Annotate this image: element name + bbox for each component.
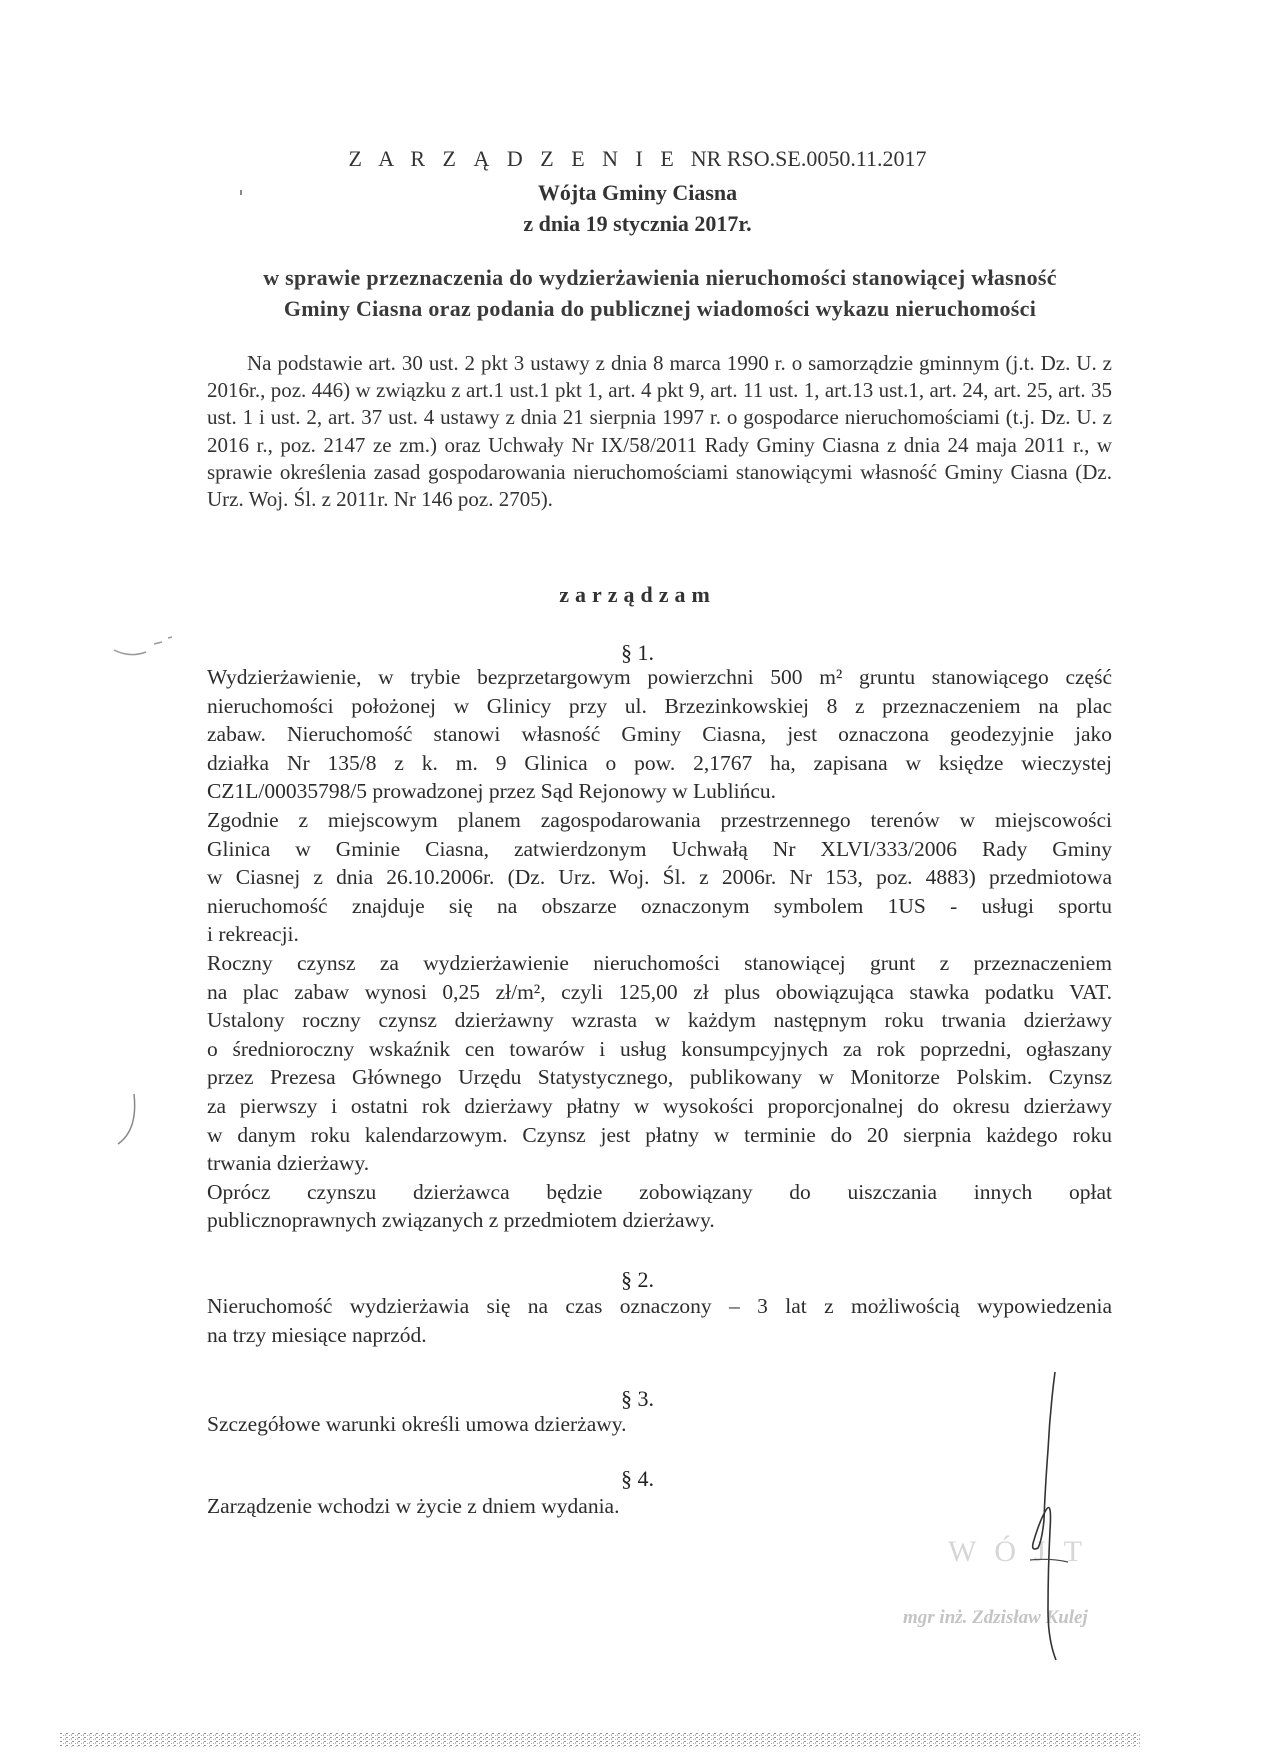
text-line: zabaw. Nieruchomość stanowi własność Gminy Ciasna, jest oznaczona geodezyjnie jako — [207, 722, 1112, 747]
decree-word: zarządzam — [559, 582, 716, 607]
legal-basis — [207, 350, 1112, 513]
document-title — [0, 146, 1275, 172]
scan-mark — [112, 1090, 142, 1150]
scan-noise-strip — [0, 1725, 1275, 1755]
subject-line: Gminy Ciasna oraz podania do publicznej wiadomości wykazu nieruchomości — [283, 296, 1037, 321]
section-body — [207, 663, 1112, 1235]
text-line: o średnioroczny wskaźnik cen towarów i usług konsumpcyjnych za rok poprzedni, ogłaszany — [207, 1036, 1112, 1061]
text-line: na trzy miesiące naprzód. — [207, 1322, 427, 1347]
text-line: Wydzierżawienie, w trybie bezprzetargowym powierzchni 500 m² gruntu stanowiącego część — [207, 665, 1112, 689]
stamp-title: WÓJT — [948, 1535, 1100, 1568]
title-number: NR RSO.SE.0050.11.2017 — [690, 146, 927, 171]
text-line: Nieruchomość wydzierżawia się na czas oznaczony – 3 lat z możliwością wypowiedzenia — [207, 1294, 1112, 1318]
issue-date: z dnia 19 stycznia 2017r. — [523, 211, 752, 236]
text-line: działka Nr 135/8 z k. m. 9 Glinica o pow. 2,1767 ha, zapisana w księdze wieczystej — [207, 750, 1112, 775]
text-line: Ustalony roczny czynsz dzierżawny wzrasta w każdym następnym roku trwania dzierżawy — [207, 1008, 1112, 1033]
text-line: Glinica w Gminie Ciasna, zatwierdzonym Uchwałą Nr XLVI/333/2006 Rady Gminy — [207, 836, 1112, 861]
section-body — [207, 1410, 1112, 1439]
text-line: w Ciasnej z dnia 26.10.2006r. (Dz. Urz. Woj. Śl. z 2006r. Nr 153, poz. 4883) przedmiotowa — [207, 865, 1112, 890]
text-line: trwania dzierżawy. — [207, 1151, 370, 1176]
text-line: Szczegółowe warunki określi umowa dzierżawy. — [207, 1412, 627, 1436]
issuer: Wójta Gminy Ciasna — [537, 180, 738, 205]
text-line: i rekreacji. — [207, 922, 299, 947]
text-line: Zarządzenie wchodzi w życie z dniem wydania. — [207, 1494, 620, 1518]
title-word: Z A R Z Ą D Z E N I E — [348, 146, 680, 171]
text-line: Oprócz czynszu dzierżawca będzie zobowiązany do uiszczania innych opłat — [207, 1179, 1112, 1204]
text-line: CZ1L/00035798/5 prowadzonej przez Sąd Rejonowy w Lublińcu. — [207, 779, 777, 804]
subject — [230, 262, 1090, 324]
text-line: na plac zabaw wynosi 0,25 zł/m², czyli 125,00 zł plus obowiązująca stawka podatku VAT. — [207, 979, 1112, 1004]
section-heading: § 3. — [621, 1386, 654, 1411]
section-heading: § 1. — [621, 640, 654, 665]
text-line: nieruchomość znajduje się na obszarze oznaczonym symbolem 1US - usługi sportu — [207, 893, 1112, 918]
text-line: Roczny czynsz za wydzierżawienie nieruchomości stanowiącej grunt z przeznaczeniem — [207, 950, 1112, 975]
section-body — [207, 1492, 1112, 1521]
subject-line: w sprawie przeznaczenia do wydzierżawienia nieruchomości stanowiącej własność — [263, 265, 1057, 290]
section-heading: § 2. — [621, 1267, 654, 1292]
text-line: publicznoprawnych związanych z przedmiotem dzierżawy. — [207, 1208, 715, 1233]
scan-dot — [240, 190, 242, 195]
text-line: za pierwszy i ostatni rok dzierżawy płatny w wysokości proporcjonalnej do okresu dzierżawy — [207, 1093, 1112, 1118]
text-line: Zgodnie z miejscowym planem zagospodarowania przestrzennego terenów w miejscowości — [207, 807, 1112, 832]
section-body — [207, 1292, 1112, 1349]
legal-basis-text: Na podstawie art. 30 ust. 2 pkt 3 ustawy z dnia 8 marca 1990 r. o samorządzie gminnym (j.t. Dz. U. z 2016r., poz. 446) w związku z art.1 ust.1 pkt 1, art. 4 pkt 9, art. 11 ust. 1, art.13 ust.1, art. 24, art. 25, art. 35 ust. 1 i ust. 2, art. 37 ust. 4 ustawy z dnia 21 sierpnia 1997 r. o gospodarce nieruchomościami (t.j. Dz. U. z 2016 r., poz. 2147 ze zm.) oraz Uchwały Nr IX/58/2011 Rady Gminy Ciasna z dnia 24 maja 2011 r., w sprawie określenia zasad gospodarowania nieruchomościami stanowiącymi własność Gminy Ciasna (Dz. Urz. Woj. Śl. z 2011r. Nr 146 poz. 2705). — [207, 351, 1112, 512]
stamp-name: mgr inż. Zdzisław Kulej — [903, 1607, 1088, 1628]
text-line: przez Prezesa Głównego Urzędu Statystycznego, publikowany w Monitorze Polskim. Czynsz — [207, 1065, 1112, 1090]
section-heading: § 4. — [621, 1466, 654, 1491]
handwritten-signature — [990, 1370, 1110, 1670]
text-line: nieruchomości położonej w Glinicy przy ul. Brzezinkowskiej 8 z przeznaczeniem na plac — [207, 693, 1112, 718]
text-line: w danym roku kalendarzowym. Czynsz jest płatny w terminie do 20 sierpnia każdego roku — [207, 1122, 1112, 1147]
scan-mark — [110, 632, 180, 662]
